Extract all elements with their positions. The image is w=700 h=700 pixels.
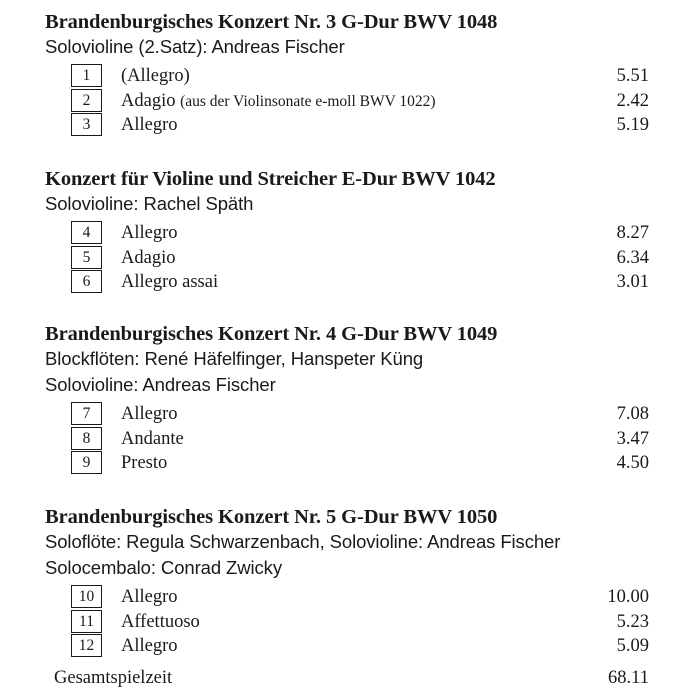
track-number: 7 [71,402,102,425]
track-row [45,585,657,610]
movement-name: Adagio [121,247,176,268]
soloist-credit: Solocembalo: Conrad Zwicky [45,557,282,578]
movement-note: (aus der Violinsonate e-moll BWV 1022) [180,92,436,110]
track-title [121,221,178,245]
track-title [121,402,178,426]
track-duration: 5.09 [616,636,649,656]
track-duration: 3.47 [616,428,649,449]
track-list [45,402,657,476]
track-duration: 10.00 [607,587,649,607]
track-list [45,585,657,659]
soloist-credit: Solovioline: Andreas Fischer [45,374,276,395]
track-row [45,221,657,246]
track-row [45,270,657,295]
track-list [45,221,657,295]
track-title [121,113,178,137]
track-row [45,634,657,659]
track-number: 9 [71,451,102,474]
concerto-section [45,322,657,476]
track-title [121,585,178,609]
track-number: 8 [71,427,102,450]
soloist-credit: Solovioline (2.Satz): Andreas Fischer [45,36,345,57]
movement-name: Presto [121,453,168,473]
track-row [45,427,657,452]
movement-name: Andante [121,428,184,449]
track-duration: 7.08 [616,404,649,424]
track-duration: 2.42 [616,90,649,111]
concerto-section [45,10,657,138]
concerto-title: Brandenburgisches Konzert Nr. 5 G-Dur BWV 1050 [45,506,498,528]
track-number: 10 [71,585,102,608]
concerto-title: Konzert für Violine und Streicher E-Dur BWV 1042 [45,168,496,190]
track-title [121,64,190,88]
track-duration: 4.50 [616,453,649,473]
track-title [121,270,218,294]
movement-name: Allegro [121,587,178,607]
concerto-section [45,167,657,295]
track-title [121,451,167,475]
track-number: 12 [71,634,102,657]
track-duration: 5.51 [616,66,649,86]
movement-name: Affettuoso [121,611,200,632]
track-title [121,427,184,451]
total-duration: 68.11 [608,668,649,688]
soloist-credit: Solovioline: Rachel Späth [45,193,254,214]
track-row [45,113,657,138]
track-duration: 5.23 [616,611,649,632]
track-row [45,64,657,89]
track-number: 3 [71,113,102,136]
soloist-credit: Blockflöten: René Häfelfinger, Hanspeter Küng [45,348,424,369]
soloist-credit: Soloflöte: Regula Schwarzenbach, Solovioline: Andreas Fischer [45,531,561,552]
movement-name: Allegro [121,636,178,656]
track-row [45,89,657,114]
movement-name: (Allegro) [121,66,190,86]
track-number: 11 [71,610,102,633]
track-number: 2 [71,89,102,112]
concerto-title: Brandenburgisches Konzert Nr. 3 G-Dur BWV 1048 [45,11,498,33]
track-duration: 5.19 [616,115,649,135]
track-title [121,610,200,634]
track-duration: 3.01 [616,272,649,292]
track-row [45,451,657,476]
movement-name: Allegro assai [121,272,219,292]
track-row [45,610,657,635]
track-number: 4 [71,221,102,244]
total-playing-time [54,666,649,690]
track-duration: 8.27 [616,223,649,243]
track-title [121,246,175,270]
movement-name: Allegro [121,404,178,424]
track-number: 5 [71,246,102,269]
track-list [45,64,657,138]
track-title [121,89,436,114]
movement-name: Allegro [121,115,178,135]
movement-name: Allegro [121,223,178,243]
track-number: 1 [71,64,102,87]
track-row [45,402,657,427]
concerto-section [45,505,657,659]
track-row [45,246,657,271]
total-label: Gesamtspielzeit [54,668,173,688]
movement-name: Adagio [121,90,176,111]
track-number: 6 [71,270,102,293]
track-title [121,634,178,658]
concerto-title: Brandenburgisches Konzert Nr. 4 G-Dur BWV 1049 [45,323,498,345]
track-duration: 6.34 [616,247,649,268]
